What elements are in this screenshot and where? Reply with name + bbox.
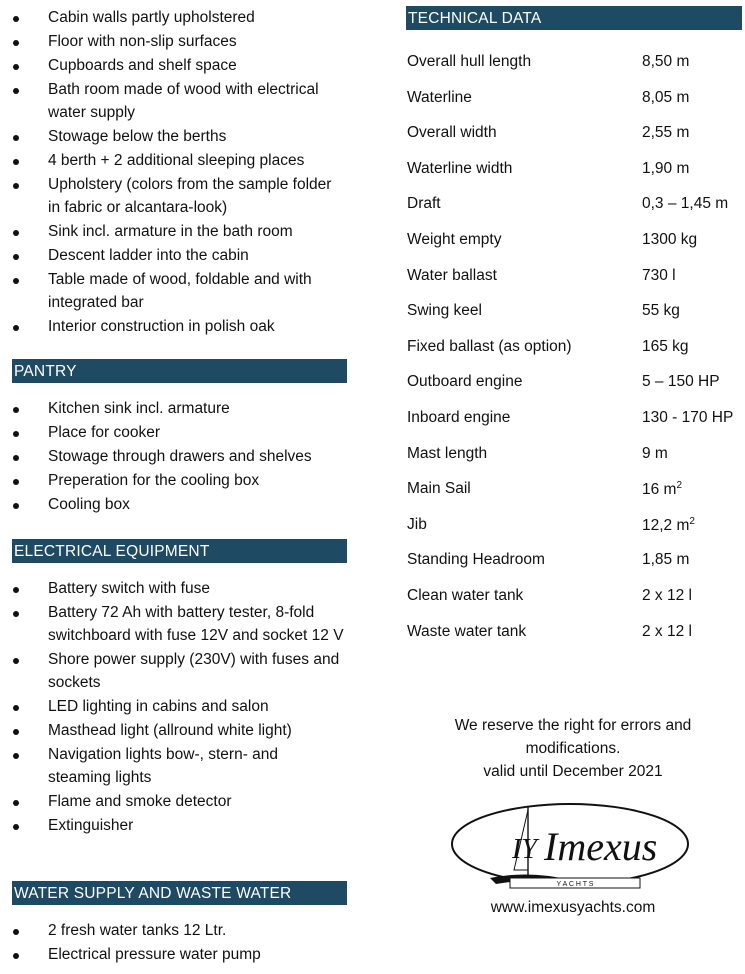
tech-row xyxy=(406,445,740,481)
list-item: LED lighting in cabins and salon xyxy=(12,695,345,718)
interior-list xyxy=(12,6,345,338)
tech-row xyxy=(406,409,740,445)
tech-label: Outboard engine xyxy=(407,373,523,391)
list-item: Stowage below the berths xyxy=(12,125,345,148)
tech-value-text: 0,3 – 1,45 m xyxy=(642,195,729,213)
tech-value-text: 1,90 m xyxy=(642,159,690,177)
tech-value xyxy=(642,124,689,142)
tech-row xyxy=(406,89,740,125)
left-column xyxy=(12,0,345,963)
tech-row xyxy=(406,338,740,374)
list-item: Navigation lights bow-, stern- and steaming lights xyxy=(12,743,345,789)
tech-value xyxy=(642,480,682,499)
list-item: Table made of wood, foldable and with integrated bar xyxy=(12,268,345,314)
logo-subtitle: Y A C H T S xyxy=(556,881,594,888)
logo-monogram: IY xyxy=(512,834,537,865)
list-item: Bath room made of wood with electrical water supply xyxy=(12,78,345,124)
tech-value xyxy=(642,623,692,641)
tech-label: Standing Headroom xyxy=(407,551,545,569)
tech-value xyxy=(642,89,689,107)
tech-value-text: 2 x 12 l xyxy=(642,586,692,604)
disclaimer-line-2: modifications. xyxy=(525,740,621,757)
tech-row xyxy=(406,53,740,89)
disclaimer-line-3: valid until December 2021 xyxy=(483,763,663,780)
tech-row xyxy=(406,267,740,303)
tech-label: Weight empty xyxy=(407,230,502,248)
tech-label: Waterline width xyxy=(407,159,513,177)
tech-value xyxy=(642,53,689,71)
technical-table xyxy=(406,53,740,658)
technical-header: TECHNICAL DATA xyxy=(406,6,742,30)
list-item: Kitchen sink incl. armature xyxy=(12,397,345,420)
tech-value xyxy=(642,409,733,427)
tech-value-text: 1,85 m xyxy=(642,551,690,569)
tech-value-text: 730 l xyxy=(642,266,676,284)
tech-value-superscript: 2 xyxy=(676,480,683,492)
tech-label: Mast length xyxy=(407,444,488,462)
tech-row xyxy=(406,373,740,409)
tech-value xyxy=(642,551,689,569)
tech-label: Fixed ballast (as option) xyxy=(407,337,572,355)
water-header: WATER SUPPLY AND WASTE WATER xyxy=(12,881,347,905)
list-item: Floor with non-slip surfaces xyxy=(12,30,345,53)
tech-value xyxy=(642,338,689,356)
list-item: Battery 72 Ah with battery tester, 8-fold switchboard with fuse 12V and socket 12 V xyxy=(12,601,345,647)
tech-label: Waste water tank xyxy=(407,622,527,640)
tech-label: Main Sail xyxy=(407,480,471,498)
list-item: Preperation for the cooling box xyxy=(12,469,345,492)
list-item: Interior construction in polish oak xyxy=(12,315,345,338)
tech-label: Swing keel xyxy=(407,302,482,320)
list-item: Extinguisher xyxy=(12,814,345,837)
list-item: Stowage through drawers and shelves xyxy=(12,445,345,468)
tech-row xyxy=(406,516,740,552)
tech-value-text: 9 m xyxy=(642,444,668,462)
tech-value xyxy=(642,231,697,249)
tech-label: Waterline xyxy=(407,88,472,106)
tech-label: Overall width xyxy=(407,124,497,142)
tech-value-text: 130 - 170 HP xyxy=(642,408,734,426)
list-item: Shore power supply (230V) with fuses and sockets xyxy=(12,648,345,694)
list-item: Masthead light (allround white light) xyxy=(12,719,345,742)
tech-row xyxy=(406,587,740,623)
tech-label: Inboard engine xyxy=(407,408,511,426)
tech-value xyxy=(642,373,720,391)
tech-value-text: 8,50 m xyxy=(642,53,690,70)
disclaimer xyxy=(406,714,740,783)
logo-wordmark: Imexus xyxy=(544,824,658,869)
tech-row xyxy=(406,195,740,231)
tech-row xyxy=(406,160,740,196)
tech-row xyxy=(406,124,740,160)
imexus-logo xyxy=(450,800,696,896)
electrical-header: ELECTRICAL EQUIPMENT xyxy=(12,539,347,563)
tech-label: Overall hull length xyxy=(407,53,532,70)
website-url[interactable]: www.imexusyachts.com xyxy=(490,899,656,916)
tech-value-text: 5 – 150 HP xyxy=(642,373,720,391)
tech-row xyxy=(406,231,740,267)
tech-value xyxy=(642,267,676,285)
tech-value xyxy=(642,445,668,463)
list-item: Upholstery (colors from the sample folder in fabric or alcantara-look) xyxy=(12,173,345,219)
tech-value-text: 2,55 m xyxy=(642,124,690,142)
tech-value-text: 16 m xyxy=(642,481,677,499)
list-item: Electrical pressure water pump xyxy=(12,943,345,966)
tech-value xyxy=(642,516,695,535)
list-item: Battery switch with fuse xyxy=(12,577,345,600)
tech-row xyxy=(406,551,740,587)
disclaimer-line-1: We reserve the right for errors and xyxy=(454,717,692,734)
list-item: Sink incl. armature in the bath room xyxy=(12,220,345,243)
tech-value xyxy=(642,160,689,178)
tech-value xyxy=(642,587,692,605)
pantry-list xyxy=(12,397,345,517)
list-item: Cooling box xyxy=(12,493,345,516)
tech-value-text: 2 x 12 l xyxy=(642,622,692,640)
water-list xyxy=(12,919,345,967)
list-item: 2 fresh water tanks 12 Ltr. xyxy=(12,919,345,942)
tech-value-superscript: 2 xyxy=(689,515,695,527)
tech-label: Water ballast xyxy=(407,266,497,284)
tech-row xyxy=(406,302,740,338)
list-item: Flame and smoke detector xyxy=(12,790,345,813)
pantry-header: PANTRY xyxy=(12,359,347,383)
tech-label: Clean water tank xyxy=(407,586,524,604)
tech-value-text: 55 kg xyxy=(642,302,680,320)
list-item: Cupboards and shelf space xyxy=(12,54,345,77)
list-item: Cabin walls partly upholstered xyxy=(12,6,345,29)
tech-value xyxy=(642,302,680,320)
tech-value-text: 8,05 m xyxy=(642,88,690,106)
tech-row xyxy=(406,623,740,659)
tech-value xyxy=(642,195,728,213)
electrical-list xyxy=(12,577,345,838)
tech-label: Draft xyxy=(407,195,441,213)
list-item: Place for cooker xyxy=(12,421,345,444)
tech-value-text: 165 kg xyxy=(642,337,689,355)
tech-value-text: 1300 kg xyxy=(642,230,698,248)
tech-value-text: 12,2 m xyxy=(642,516,690,534)
list-item: Descent ladder into the cabin xyxy=(12,244,345,267)
tech-row xyxy=(406,480,740,516)
tech-label: Jib xyxy=(407,515,427,533)
list-item: 4 berth + 2 additional sleeping places xyxy=(12,149,345,172)
